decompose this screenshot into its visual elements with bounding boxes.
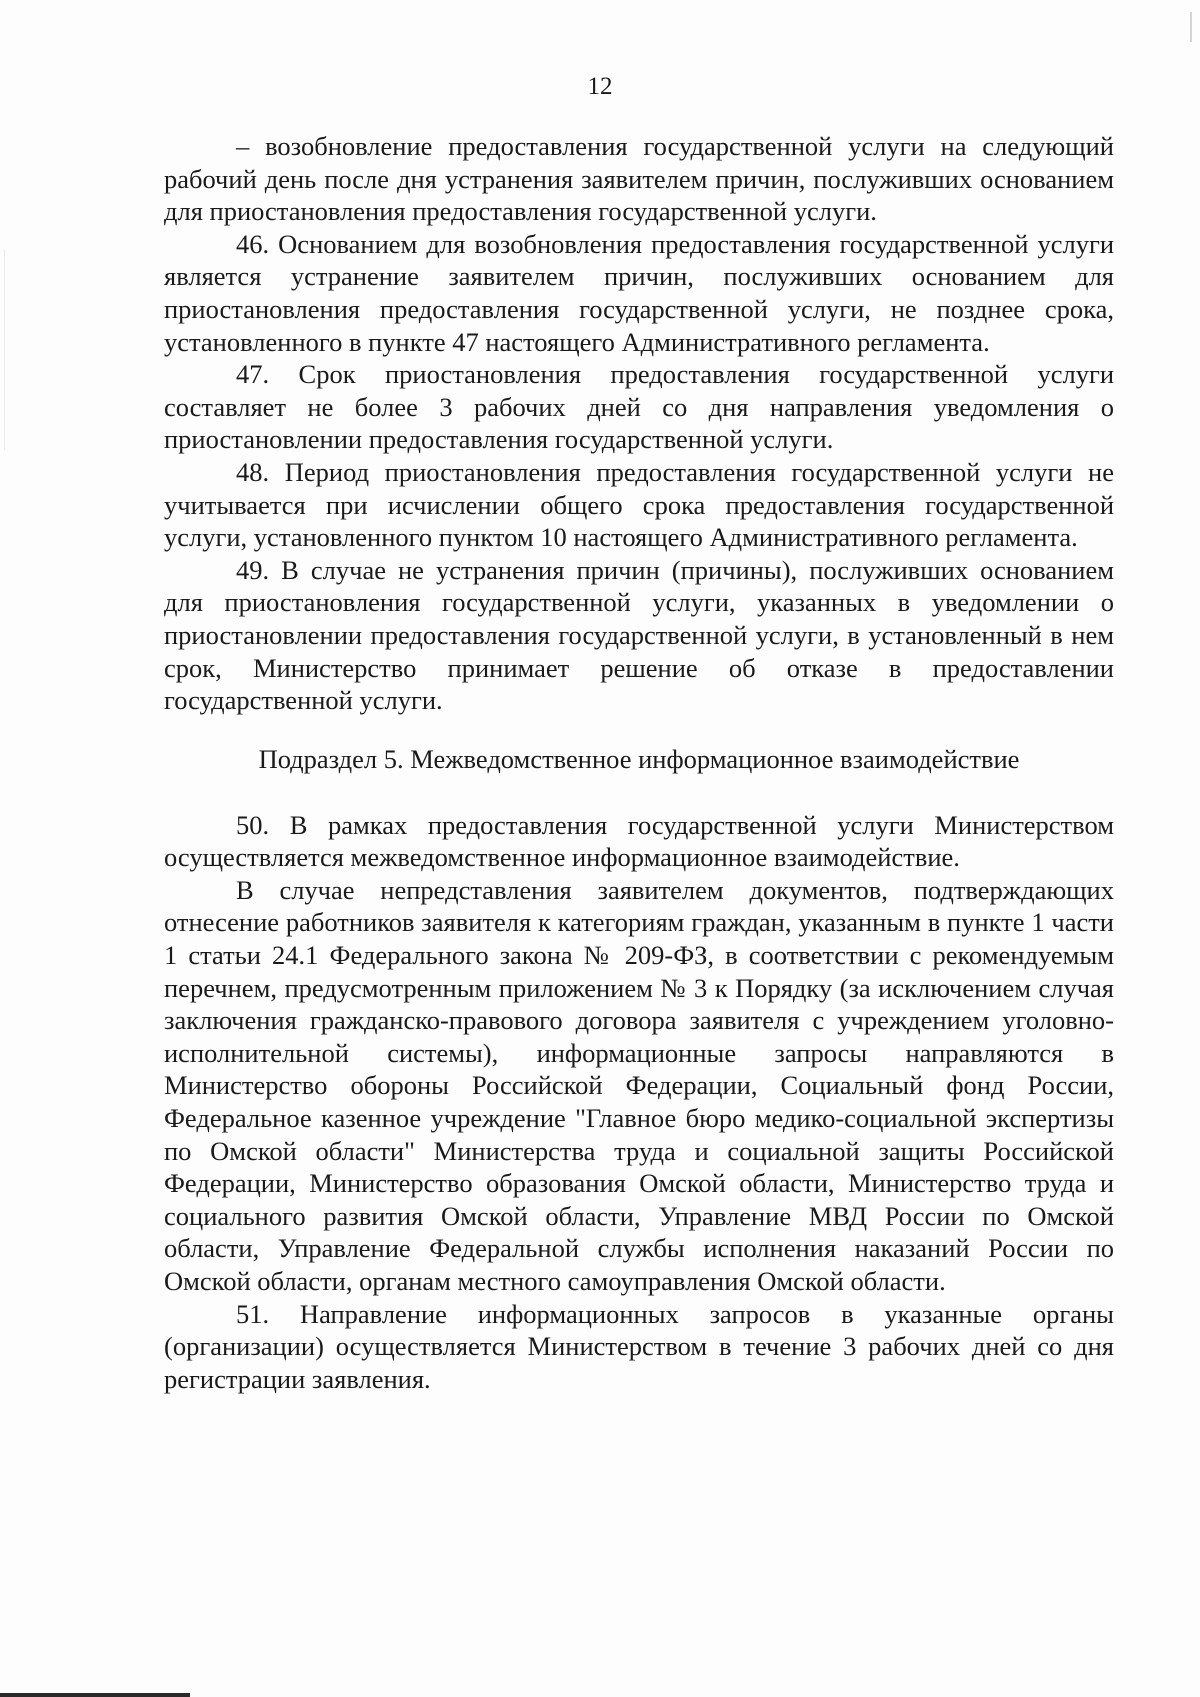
paragraph-46: 46. Основанием для возобновления предоставления государственной услуги является устранение заявителем причин, послуживших основанием для приостановления предоставления государственной услуги, не позднее срока, установленного в пункте 47 настоящего Административного регламента. bbox=[164, 228, 1114, 357]
subsection-heading: Подраздел 5. Межведомственное информационное взаимодействие bbox=[258, 743, 1020, 774]
paragraph-resumption-item: – возобновление предоставления государственной услуги на следующий рабочий день после дня устранения заявителем причин, послуживших основанием для приостановления предоставления государственной услуги. bbox=[164, 131, 1114, 227]
paragraph-47: 47. Срок приостановления предоставления государственной услуги составляет не более 3 рабочих дней со дня направления уведомления о приостановлении предоставления государственной услуги. bbox=[164, 359, 1114, 455]
document-body bbox=[164, 130, 1114, 1395]
paragraph-50: 50. В рамках предоставления государственной услуги Министерством осуществляется межведомственное информационное взаимодействие. bbox=[164, 809, 1114, 873]
paragraph-48: 48. Период приостановления предоставления государственной услуги не учитывается при исчислении общего срока предоставления государственной услуги, установленного пунктом 10 настоящего Административного регламента. bbox=[164, 456, 1114, 553]
scan-edge-mark bbox=[4, 250, 5, 450]
paragraph-50-continued: В случае непредставления заявителем документов, подтверждающих отнесение работников заявителя к категориям граждан, указанным в пункте 1 части 1 статьи 24.1 Федерального закона № 209-ФЗ, в соответствии с рекомендуемым перечнем, предусмотренным приложением № 3 к Порядку (за исключением случая заключения гражданско-правового договора заявителя с учреждением уголовно-исполнительной системы), информационные запросы направляются в Министерство обороны Российской Федерации, Социальный фонд России, Федеральное казенное учреждение "Главное бюро медико-социальной экспертизы по Омской области" Министерства труда и социальной защиты Российской Федерации, Министерство образования Омской области, Министерство труда и социального развития Омской области, Управление МВД России по Омской области, Управление Федеральной службы исполнения наказаний России по Омской области, органам местного самоуправления Омской области. bbox=[164, 874, 1114, 1296]
scan-edge-mark bbox=[0, 1693, 190, 1697]
paragraph-51: 51. Направление информационных запросов в указанные органы (организации) осуществляется Министерством в течение 3 рабочих дней со дня регистрации заявления. bbox=[164, 1298, 1114, 1394]
scan-edge-mark bbox=[1190, 12, 1192, 42]
page-number: 12 bbox=[587, 73, 613, 100]
paragraph-49: 49. В случае не устранения причин (причины), послуживших основанием для приостановления государственной услуги, указанных в уведомлении о приостановлении предоставления государственной услуги, в установленный в нем срок, Министерство принимает решение об отказе в предоставлении государственной услуги. bbox=[164, 554, 1114, 716]
